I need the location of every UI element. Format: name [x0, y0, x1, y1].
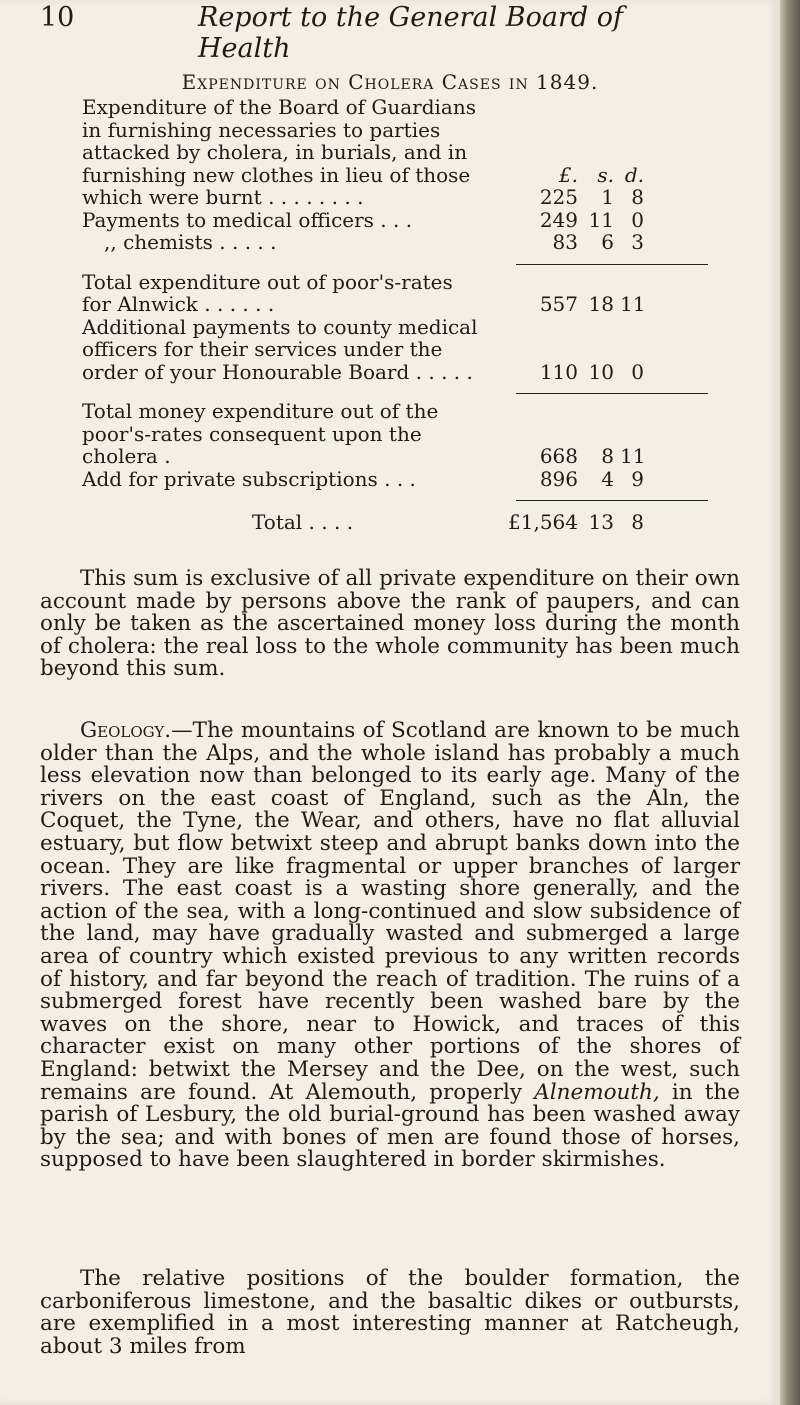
italic-place-name: Alnemouth,	[534, 1079, 660, 1105]
row-description: Payments to medical officers . . .	[82, 207, 413, 232]
paragraph-text-a: —The mountains of Scotland are known to be much older than the Alps, and the whole island has probably a much less elevation now than belonged to its early age. Many of the rivers on the east coast of England, such as the Aln, the Coquet, the Tyne, the Wear, and others, have no flat alluvial estuary, but flow betwixt steep and abrupt banks down into the ocean. They are like fragmental or upper branches of larger rivers. The east coast is a wasting shore generally, and the action of the sea, with a long-continued and slow subsidence of the land, may have gradually wasted and submerged a large area of country which existed previous to any written records of history, and far beyond the reach of tradition. The ruins of a submerged forest have recently been washed bare by the waves on the shore, near to Howick, and traces of this character exist on many other portions of the shores of England: betwixt the Mersey and the Dee, on the west, such remains are found. At Alemouth, properly	[40, 718, 740, 1105]
paragraph-geology	[40, 720, 740, 1172]
shillings-value: 1	[601, 185, 614, 209]
pence-value: 0	[631, 359, 644, 384]
ledger-row	[82, 400, 722, 468]
table-title: Expenditure on Cholera Cases in 1849.	[181, 70, 599, 94]
shillings-value: 6	[601, 230, 614, 254]
pounds-value: 896	[539, 466, 578, 491]
sum-rule	[516, 393, 708, 394]
paragraph-text	[40, 720, 740, 1172]
ledger-row	[82, 316, 722, 384]
row-description: Add for private subscriptions . . .	[82, 466, 416, 491]
pence-value: 11	[620, 444, 646, 468]
page-header	[40, 2, 720, 64]
shillings-value: 4	[601, 466, 614, 491]
ledger-row	[82, 96, 722, 209]
shillings-value: 13	[588, 510, 614, 534]
expenditure-ledger	[82, 96, 722, 534]
row-description: Total money expenditure out of the poor's-rates consequent upon the cholera .	[82, 399, 439, 468]
ledger-total-row	[82, 511, 722, 534]
shillings-value: 8	[601, 444, 614, 468]
paragraph-boulder-formation	[40, 1268, 740, 1358]
pence-value: 8	[631, 185, 644, 209]
row-description: Additional payments to county medical officers for their services under the order of your Honourable Board . . . . .	[82, 314, 478, 384]
paragraph-text: The relative positions of the boulder formation, the carboniferous limestone, and the basaltic dikes or outbursts, are exemplified in a most interesting manner at Ratcheugh, about 3 miles from	[40, 1266, 740, 1359]
pounds-value: 110	[539, 359, 578, 384]
row-description: Total . . . .	[252, 510, 354, 534]
sum-rule	[516, 500, 708, 501]
paragraph-cholera-loss	[40, 568, 740, 681]
shillings-value: 18	[588, 292, 614, 316]
shillings-value: 10	[588, 359, 614, 384]
page-number: 10	[40, 2, 75, 33]
pounds-value: £1,564	[508, 510, 578, 534]
row-description: Total expenditure out of poor's-rates for Alnwick . . . . . .	[82, 269, 453, 316]
pounds-value: 557	[539, 292, 578, 316]
row-description: Expenditure of the Board of Guardians in furnishing necessaries to parties attacked by cholera, in burials, and in furnishing new clothes in lieu of those which were burnt . . . . . . . .	[82, 95, 476, 209]
pounds-value: 225	[539, 185, 578, 209]
shillings-value: 11	[588, 207, 614, 232]
running-title: Report to the General Board of Health	[198, 2, 624, 64]
pounds-value: 83	[552, 230, 578, 254]
section-heading: Geology.	[80, 718, 172, 743]
pounds-value: 249	[539, 207, 578, 232]
pence-value: 11	[620, 292, 646, 316]
pence-value: 9	[631, 466, 644, 491]
pence-value: 0	[631, 207, 644, 232]
ledger-row	[82, 468, 722, 491]
shillings-unit: s.	[597, 162, 614, 187]
ledger-row	[82, 231, 722, 254]
pounds-value: 668	[539, 444, 578, 468]
row-description: ,, chemists . . . . .	[104, 230, 277, 254]
book-binding-edge	[780, 0, 800, 1405]
ledger-row	[82, 209, 722, 232]
sum-rule	[516, 264, 708, 265]
pence-value: 3	[631, 230, 644, 254]
paragraph-text: This sum is exclusive of all private expenditure on their own account made by persons above the rank of paupers, and can only be taken as the ascertained money loss during the month of cholera: the real loss to the whole community has been much beyond this sum.	[40, 566, 740, 682]
ledger-row	[82, 271, 722, 316]
pence-unit: d.	[624, 162, 644, 187]
pounds-unit: £.	[558, 162, 578, 187]
paragraph-text-b: in the parish of Lesbury, the old burial-ground has been washed away by the sea; and with bones of men are found those of horses, supposed to have been slaughtered in border skirmishes.	[40, 1079, 740, 1173]
pence-value: 8	[631, 510, 644, 534]
